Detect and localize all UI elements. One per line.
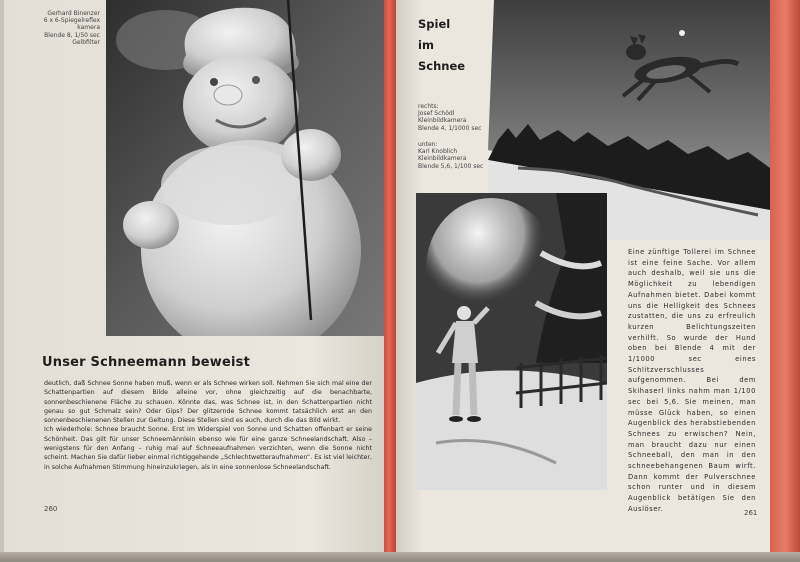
snowman-photo-caption — [36, 10, 100, 46]
snowman-illustration — [106, 0, 384, 336]
caption-line: Karl Knoblich — [418, 148, 458, 156]
title-line: Spiel — [418, 17, 451, 31]
skier-photo-caption — [418, 141, 483, 170]
skier-woman-illustration — [416, 193, 607, 490]
caption-line: 6 x 6-Spiegelreflex — [43, 17, 100, 25]
right-title — [418, 14, 465, 77]
left-body-paragraph: Ich wiederhole: Schnee braucht Sonne. Erst im Widerspiel von Sonne und Schatten offenbart er seine Schönheit. Das gilt für unser Schneemännlein ebenso wie für eine ganze Schneelandschaft. Also – wenigstens für den Anfang – ruhig mal auf Schneeaufnahmen verzichten, wenn die Sonne nicht scheint. Machen Sie dafür lieber einmal richtiggehende „Schlechtwetteraufnahmen“. Es ist viel leichter, in solche Aufnahmen Stimmung hineinzukriegen, als in eine sonnenlose Schneelandschaft. — [44, 426, 372, 471]
caption-line: kamera — [77, 24, 100, 32]
book-gutter — [384, 0, 396, 556]
right-page-number: 261 — [744, 509, 758, 517]
left-body-paragraph: deutlich, daß Schnee Sonne haben muß, wenn er als Schnee wirken soll. Nehmen Sie sich mal eine der Schattenpartien auf diesem Bilde alleine vor, ohne gleichzeitig auf die benachbarte, sonnenbeschienene Fläche zu schauen. Könnte das, was Schnee ist, in den Schattenpartien nicht genau so gut Schmalz sein? Oder Gips? Der glitzernde Schnee kommt tatsächlich erst an den sonnenbeschienenen Stellen zur Geltung. Diese Stellen sind es auch, durch die das Bild wirkt. — [44, 380, 372, 425]
caption-line: Gelbfilter — [72, 38, 100, 46]
caption-line: Gerhard Binenzer — [47, 10, 100, 17]
caption-line: Josef Schödl — [418, 110, 455, 118]
caption-line: unten: — [418, 141, 438, 148]
book-cover-edge — [770, 0, 800, 562]
caption-line: Kleinbildkamera — [418, 117, 467, 125]
right-body-text: Eine zünftige Tollerei im Schnee ist eine feine Sache. Vor allem auch deshalb, weil sie uns die Möglichkeit zu lebendigen Aufnahmen bietet. Dabei kommt uns die Helligkeit des Schnees zustatten, die uns zu erfreulich kurzen Belichtungszeiten verhilft. So wurde der Hund oben bei Blende 4 mit der 1/1000 sec eines Schlitzverschlusses aufgenommen. Bei dem Skihaserl links nahm man 1/100 sec bei 5,6. Sie meinen, man müsse Glück haben, so einen Augenblick des herabstiebenden Schnees zu erwischen? Nein, man braucht dazu nur einen Schneeball, den man in den schneebehangenen Baum wirft. Dann kommt der Pulverschnee schon runter und in diesem Augenblick betätigen Sie den Auslöser. — [628, 248, 756, 513]
caption-line: Kleinbildkamera — [418, 155, 467, 163]
dog-photo-caption — [418, 103, 481, 132]
title-line: im — [418, 38, 434, 52]
caption-line: Blende 4, 1/1000 sec — [418, 124, 482, 132]
book-bottom-edge — [0, 552, 800, 562]
skier-woman-photo — [416, 193, 607, 490]
caption-line: Blende 8, 1/50 sec — [44, 31, 100, 39]
title-line: Schnee — [418, 59, 466, 73]
caption-line: rechts: — [418, 103, 439, 110]
snowman-photo — [106, 0, 384, 336]
caption-line: Blende 5,6, 1/100 sec — [418, 162, 484, 170]
left-page-number: 260 — [44, 505, 58, 513]
left-body-text — [44, 379, 372, 472]
left-headline: Unser Schneemann beweist — [42, 355, 251, 370]
